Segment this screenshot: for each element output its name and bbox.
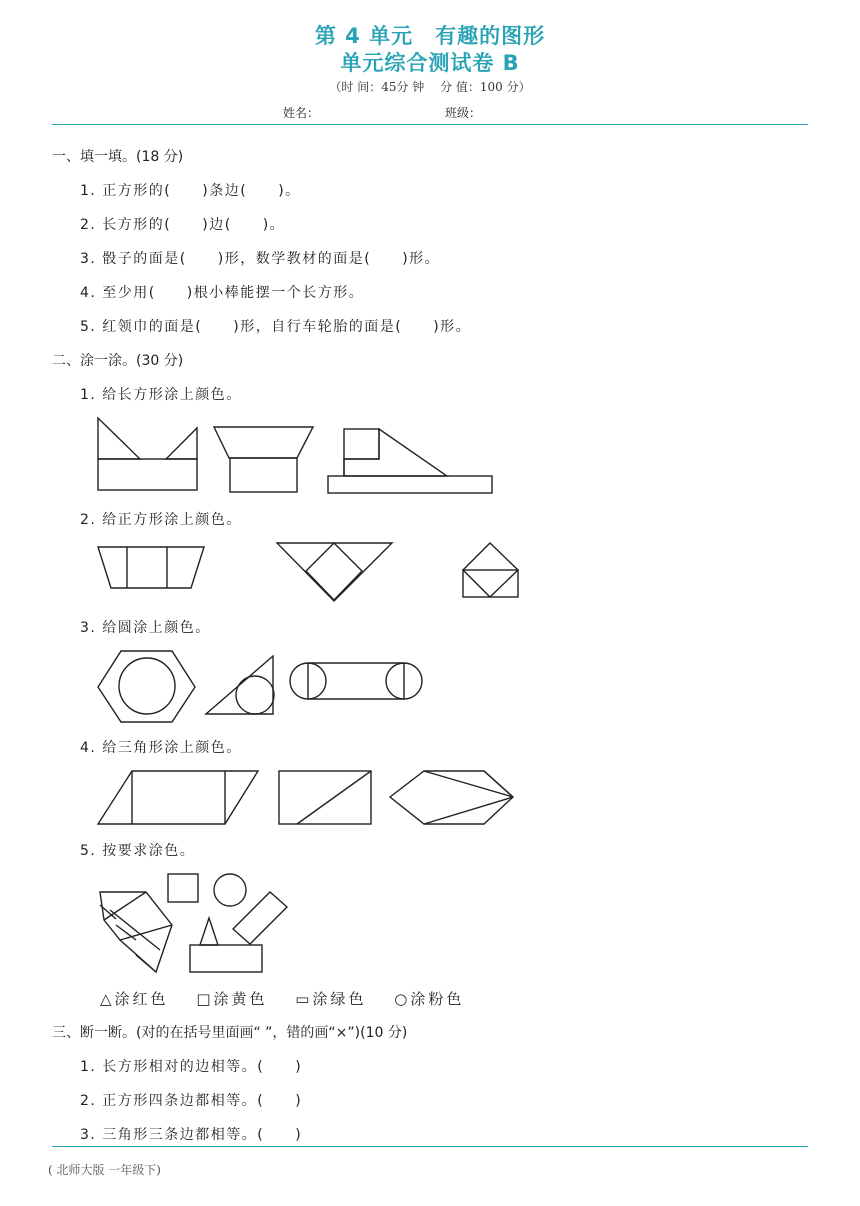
rect-figure-3 — [328, 429, 492, 493]
s3-question-3: 3. 三角形三条边都相等。( ) — [80, 1127, 303, 1143]
s2-question-2: 2. 给正方形涂上颜色。 — [80, 512, 242, 528]
triangle-figure-2 — [279, 771, 371, 824]
triangle-figure-3 — [390, 771, 513, 824]
s3-question-1: 1. 长方形相对的边相等。( ) — [80, 1059, 303, 1075]
legend-yellow: □涂黄色 — [196, 990, 268, 1008]
square-figure-2 — [277, 543, 392, 601]
s1-question-5: 5. 红领巾的面是( )形，自行车轮胎的面是( )形。 — [80, 319, 472, 335]
s1-question-2: 2. 长方形的( )边( )。 — [80, 217, 286, 233]
rect-figure-1 — [98, 418, 197, 490]
s2-question-3: 3. 给圆涂上颜色。 — [80, 620, 211, 636]
test-title: 单元综合测试卷 B — [340, 51, 520, 75]
legend-red: △涂红色 — [100, 990, 169, 1008]
s2-question-5: 5. 按要求涂色。 — [80, 843, 196, 859]
square-figure-1 — [98, 547, 204, 588]
composite-figure — [100, 874, 287, 972]
section-3-title: 三、断一断。(对的在括号里面画“ ”，错的画“×”)(10 分) — [52, 1025, 408, 1041]
legend-green: ▭涂绿色 — [295, 990, 367, 1008]
time-score-info: （时 间：45分 钟 分 值：100 分） — [329, 80, 531, 94]
section-1-title: 一、填一填。(18 分) — [52, 149, 184, 165]
class-label: 班级： — [445, 106, 482, 120]
circle-figure-3 — [290, 663, 422, 699]
unit-title: 第 4 单元 有趣的图形 — [314, 24, 546, 48]
color-legend — [100, 988, 484, 1009]
s2-question-1: 1. 给长方形涂上颜色。 — [80, 387, 242, 403]
rect-figure-2 — [214, 427, 313, 492]
section-2-title: 二、涂一涂。(30 分) — [52, 353, 184, 369]
s1-question-4: 4. 至少用( )根小棒能摆一个长方形。 — [80, 285, 365, 301]
circle-figure-2 — [206, 656, 274, 714]
circle-figure-1 — [98, 651, 195, 722]
edition-label: ( 北师大版 一年级下) — [48, 1163, 161, 1177]
footer-divider — [52, 1146, 808, 1147]
s3-question-2: 2. 正方形四条边都相等。( ) — [80, 1093, 303, 1109]
s1-question-3: 3. 骰子的面是( )形，数学教材的面是( )形。 — [80, 251, 441, 267]
s2-question-4: 4. 给三角形涂上颜色。 — [80, 740, 242, 756]
square-figure-3 — [463, 543, 518, 597]
name-label: 姓名： — [283, 106, 320, 120]
triangle-figure-1 — [98, 771, 258, 824]
s1-question-1: 1. 正方形的( )条边( )。 — [80, 183, 301, 199]
legend-pink: ○涂粉色 — [394, 990, 465, 1008]
